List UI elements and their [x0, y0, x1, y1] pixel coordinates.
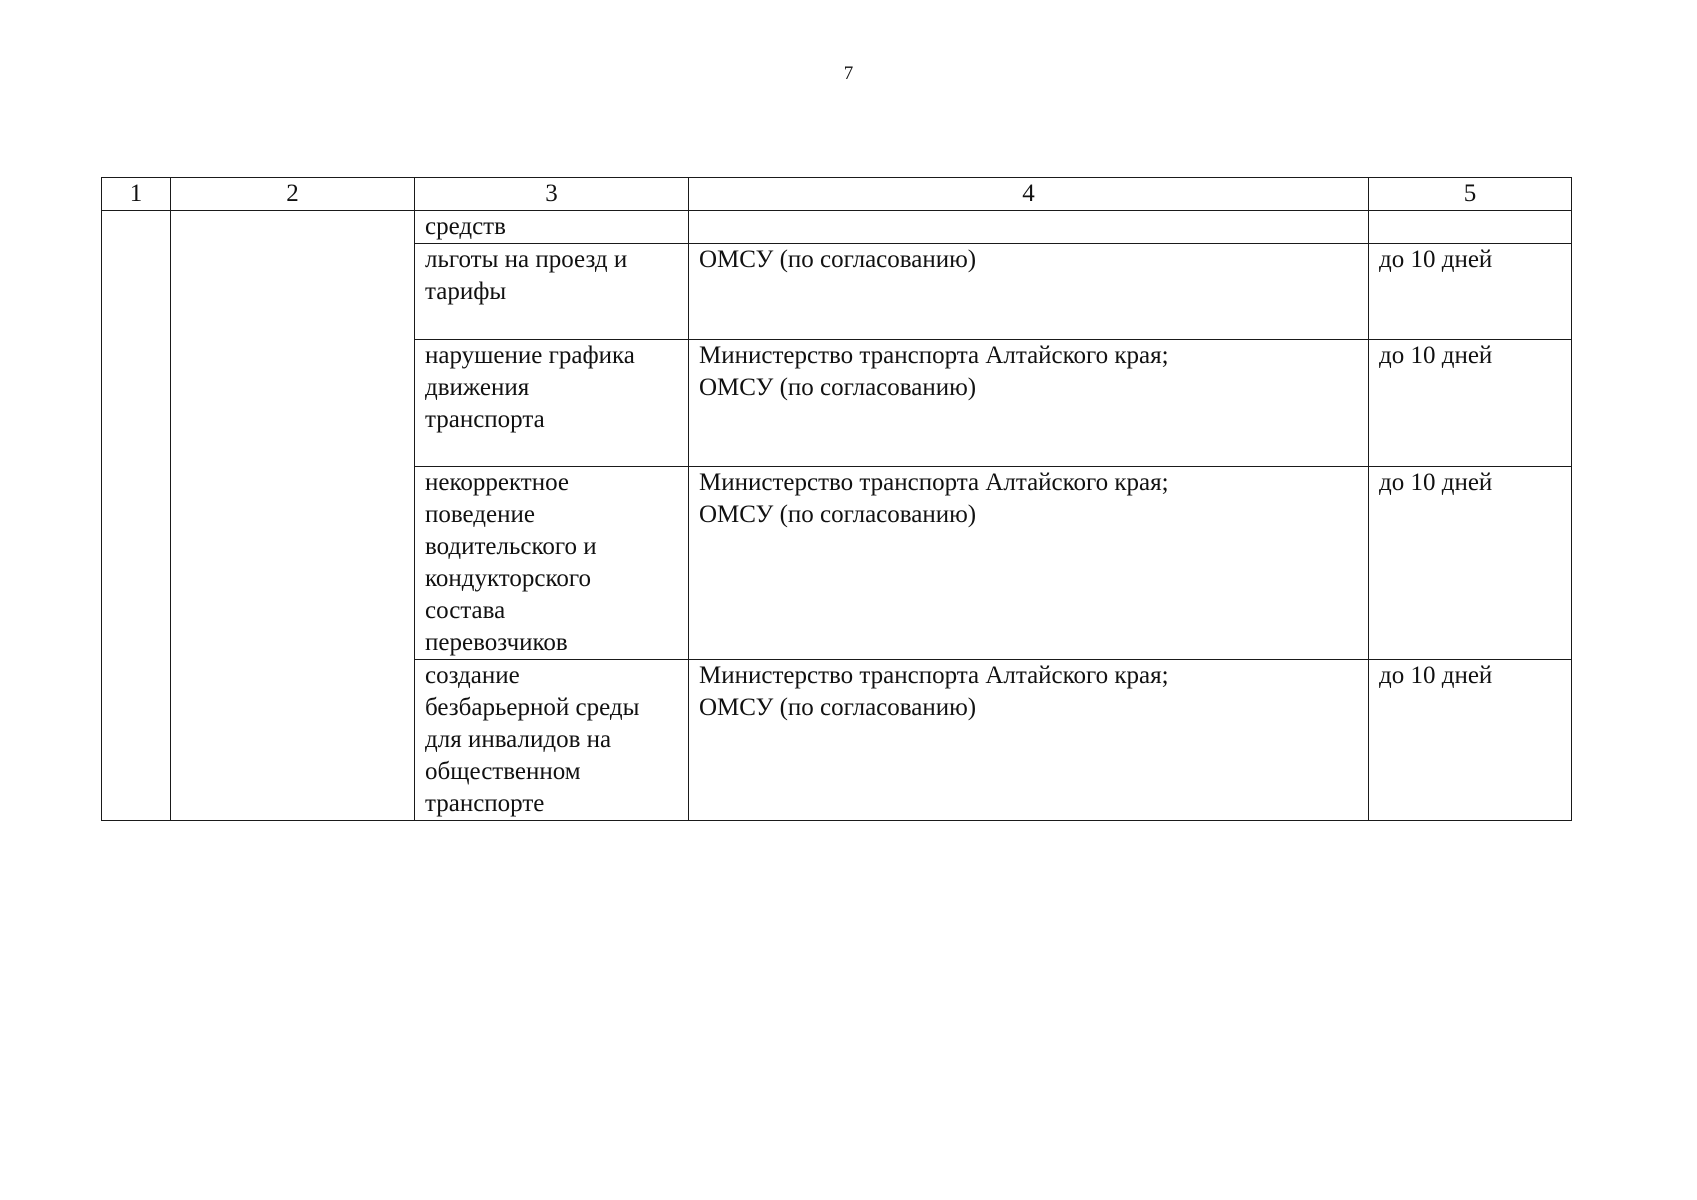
term-cell [1369, 340, 1572, 467]
col-2-merged-cell [171, 211, 415, 821]
term-text: до 10 дней [1379, 662, 1493, 689]
header-row [102, 178, 1572, 211]
topic-text: создание безбарьерной среды для инвалидов на общественном транспорте [425, 662, 640, 817]
topic-text: некорректное поведение водительского и кондукторского состава перевозчиков [425, 469, 597, 656]
responsible-text: Министерство транспорта Алтайского края; ОМСУ (по согласованию) [699, 342, 1169, 401]
header-col-3: 3 [415, 178, 689, 211]
responsible-cell [689, 467, 1369, 660]
term-cell [1369, 660, 1572, 821]
responsible-text: ОМСУ (по согласованию) [699, 246, 977, 273]
term-cell-empty [1369, 211, 1572, 244]
topic-text: нарушение графика движения транспорта [425, 342, 635, 433]
header-col-5: 5 [1369, 178, 1572, 211]
term-text: до 10 дней [1379, 469, 1493, 496]
topic-cell [415, 244, 689, 340]
topic-text: льготы на проезд и тарифы [425, 246, 628, 305]
responsible-cell-empty [689, 211, 1369, 244]
responsible-text: Министерство транспорта Алтайского края; ОМСУ (по согласованию) [699, 662, 1169, 721]
term-cell [1369, 467, 1572, 660]
responsible-cell [689, 340, 1369, 467]
col-1-merged-cell [102, 211, 171, 821]
term-text: до 10 дней [1379, 342, 1493, 369]
topic-cell [415, 467, 689, 660]
topic-cell [415, 340, 689, 467]
table-row [102, 211, 1572, 244]
term-text: до 10 дней [1379, 246, 1493, 273]
responsible-cell [689, 244, 1369, 340]
term-cell [1369, 244, 1572, 340]
topic-cell-continuation [415, 211, 689, 244]
responsible-cell [689, 660, 1369, 821]
header-col-1: 1 [102, 178, 171, 211]
header-col-4: 4 [689, 178, 1369, 211]
table-body [102, 211, 1572, 821]
document-table [101, 177, 1572, 821]
page-number: 7 [843, 63, 854, 84]
table-header [102, 178, 1572, 211]
header-col-2: 2 [171, 178, 415, 211]
topic-cell [415, 660, 689, 821]
responsible-text: Министерство транспорта Алтайского края; ОМСУ (по согласованию) [699, 469, 1169, 528]
topic-text: средств [425, 213, 506, 240]
